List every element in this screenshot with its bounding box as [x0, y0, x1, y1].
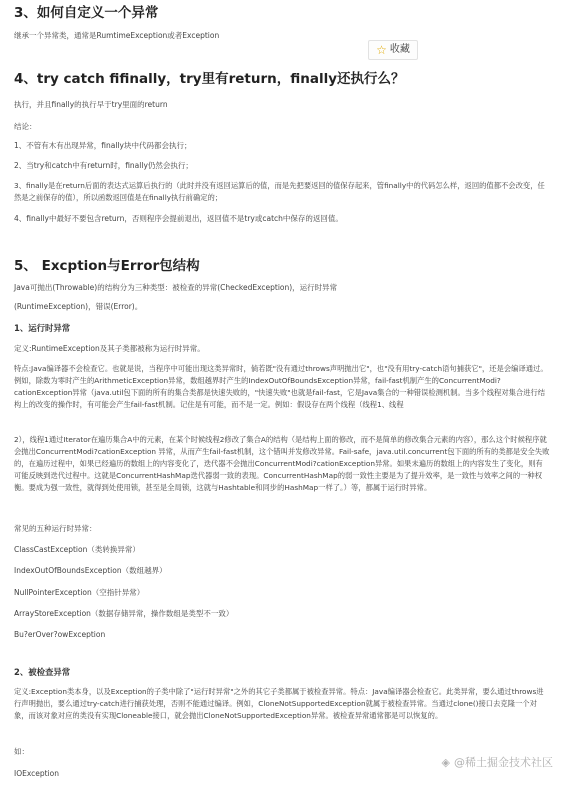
ioexception-item: IOException [14, 769, 60, 778]
checked-definition: 定义:Exception类本身，以及Exception的子类中除了"运行时异常"之外的其它子类都属于被检查异常。特点：Java编译器会检查它。此类异常，要么通过throws进行声明抛出，要么通过try-catch进行捕获处理，否则不能通过编译。例如，CloneNotSupportedException就属于被检查异常。当通过clone()接口去克隆一个对象，而该对象对应的类没有实现Cloneable接口，就会抛出CloneNotSupportedException异常。被检查异常通常都是可以恢复的。 [14, 687, 544, 720]
exception-item: IndexOutOfBoundsException（数组越界） [14, 566, 167, 575]
conclusion-label: 结论： [14, 122, 37, 131]
subheading-runtime: 1、运行时异常 [14, 323, 71, 333]
exception-item: NullPointerException（空指针异常） [14, 588, 145, 597]
exception-item: ClassCastException（类转换异常） [14, 545, 140, 554]
section-3-heading: 3、如何自定义一个异常 [14, 5, 159, 21]
such-as-label: 如： [14, 747, 29, 756]
collect-button[interactable] [368, 40, 418, 60]
section-4-heading: 4、try catch fifinally，try里有return，finally还执行么？ [14, 71, 405, 87]
common-exceptions-label: 常见的五种运行时异常： [14, 524, 97, 533]
runtime-feature: 特点:Java编译器不会检查它。也就是说，当程序中可能出现这类异常时，倘若既"没有通过throws声明抛出它"，也"没有用try-catch语句捕获它"，还是会编译通过。例如，除数为零时产生的ArithmeticException异常，数组越界时产生的IndexOutOfBoundsException异常，fail-fast机制产生的ConcurrentModi?cationException异常（java.util包下面的所有的集合类都是快速失败的，"快速失败"也就是fail-fast，它是Java集合的一种错误检测机制。当多个线程对集合进行结构上的改变的操作时，有可能会产生fail-fast机制。记住是有可能，而不是一定。例如：假设存在两个线程（线程1、线程 [14, 364, 548, 409]
exception-item: Bu?erOver?owException [14, 630, 106, 639]
section-4-text: 执行，并且finally的执行早于try里面的return [14, 100, 168, 109]
conclusion-item: 1、不管有木有出现异常，finally块中代码都会执行； [14, 141, 192, 150]
watermark-text: @稀土掘金技术社区 [454, 756, 553, 769]
section-3-text: 继承一个异常类，通常是RumtimeException或者Exception [14, 31, 220, 40]
star-icon: ☆ [376, 43, 387, 57]
runtime-definition: 定义:RuntimeException及其子类都被称为运行时异常。 [14, 344, 205, 353]
watermark [442, 754, 553, 770]
runtime-feature-continued: 2），线程1通过Iterator在遍历集合A中的元素，在某个时候线程2修改了集合A的结构（是结构上面的修改，而不是简单的修改集合元素的内容），那么这个时候程序就会抛出ConcurrentModi?cationException 异常，从而产生fail-fast机制，这个错叫并发修改异常。Fail-safe，java.util.concurrent包下面的所有的类都是安全失败的，在遍历过程中，如果已经遍历的数组上的内容变化了，迭代器不会抛出ConcurrentModi?cationException异常。如果未遍历的数组上的内容发生了变化，则有可能反映到迭代过程中。这就是ConcurrentHashMap迭代器弱一致的表现。ConcurrentHashMap的弱一致性主要是为了提升效率，是一致性与效率之间的一种权衡。要成为强一致性，就得到处使用锁，甚至是全局锁，这就与Hashtable和同步的HashMap一样了。）等，都属于运行时异常。 [14, 435, 550, 492]
juejin-logo-icon: ◈ [441, 755, 450, 769]
section-5-intro: (RuntimeException)，错误(Error)。 [14, 302, 143, 311]
collect-label: 收藏 [389, 44, 410, 55]
conclusion-item: 3、finally是在return后面的表达式运算后执行的（此时并没有返回运算后的值，而是先把要返回的值保存起来，管finally中的代码怎么样，返回的值都不会改变，任然是之前保存的值），所以函数返回值是在finally执行前确定的； [14, 181, 545, 202]
conclusion-item: 2、当try和catch中有return时，finally仍然会执行； [14, 161, 193, 170]
section-5-heading: 5、 Excption与Error包结构 [14, 258, 200, 274]
section-5-intro: Java可抛出(Throwable)的结构分为三种类型：被检查的异常(CheckedException)，运行时异常 [14, 283, 338, 292]
conclusion-item: 4、finally中最好不要包含return，否则程序会提前退出，返回值不是try或catch中保存的返回值。 [14, 214, 343, 223]
subheading-checked: 2、被检查异常 [14, 667, 71, 677]
exception-item: ArrayStoreException（数据存储异常，操作数组是类型不一致） [14, 609, 234, 618]
